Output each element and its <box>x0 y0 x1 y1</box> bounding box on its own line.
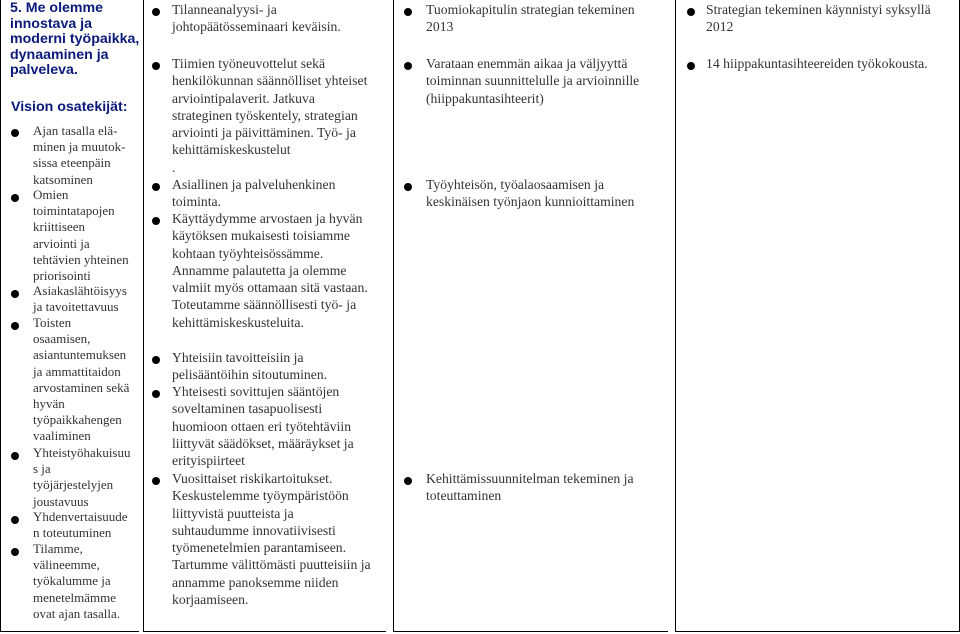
bullet-icon <box>152 217 160 225</box>
vision-item <box>33 123 125 188</box>
text-line: sissa eteenpäin <box>33 155 111 171</box>
text-line: pelisääntöihin sitoutuminen. <box>172 367 328 383</box>
text-line: arviointi ja päivittäminen. Työ- ja <box>172 125 356 141</box>
text-line: kehittämiskeskustelut <box>172 142 291 158</box>
text-line: Työyhteisön, työalaosaamisen ja <box>426 177 605 192</box>
bullet-icon <box>11 516 19 524</box>
text-line: Varataan enemmän aikaa ja väljyyttä <box>426 56 628 71</box>
bullet-icon <box>687 8 695 16</box>
text-line: työmenetelmien parantamiseen. <box>172 540 347 556</box>
text-line: Keskustelemme työympäristöön <box>172 488 349 504</box>
text-line: strateginen työskentely, strategian <box>172 107 358 123</box>
text-line: Toteutamme säännöllisesti työ- ja <box>172 297 357 313</box>
text-line: keskinäisen työnjaon kunnioittaminen <box>426 194 635 210</box>
text-line: priorisointi <box>33 268 91 284</box>
bullet-icon <box>11 290 19 298</box>
timeline-item <box>426 1 635 36</box>
text-line: vaaliminen <box>33 428 91 444</box>
text-line: joustavuus <box>33 493 89 509</box>
text-line: Asiakaslähtöisyys <box>33 283 127 298</box>
text-line: työpaikkahengen <box>33 412 122 428</box>
text-line: 2012 <box>706 19 734 35</box>
text-line: korjaamiseen. <box>172 592 249 608</box>
bullet-icon <box>11 322 19 330</box>
text-line: dynaaminen ja <box>10 46 109 63</box>
text-line: henkilökunnan säännölliset yhteiset <box>172 73 368 89</box>
text-line: Tilanneanalyysi- ja <box>172 2 277 17</box>
text-line: Kehittämissuunnitelman tekeminen ja <box>426 471 634 486</box>
text-line: 2013 <box>426 19 454 35</box>
text-line: välineemme, <box>33 557 100 573</box>
text-line: Ajan tasalla elä- <box>33 123 118 138</box>
bullet-icon <box>152 390 160 398</box>
text-line: Omien <box>33 187 69 202</box>
text-line: (hiippakuntasihteerit) <box>426 90 544 106</box>
text-line: minen ja muutok- <box>33 139 126 155</box>
text-line: Yhdenvertaisuude <box>33 509 128 524</box>
text-line: asiantuntemuksen <box>33 347 127 363</box>
text-line: valmiit myös ottamaan sitä vastaan. <box>172 280 368 296</box>
text-line: arviointipalaverit. Jatkuva <box>172 90 315 106</box>
timeline-item <box>426 55 639 107</box>
text-line: palveleva. <box>10 62 78 79</box>
bullet-icon <box>152 62 160 70</box>
text-line: Toisten <box>33 315 72 330</box>
status-item <box>706 55 928 72</box>
timeline-item <box>426 470 634 505</box>
action-item <box>172 176 335 211</box>
bullet-icon <box>152 183 160 191</box>
vision-item <box>33 315 129 445</box>
text-line: hyvän <box>33 396 65 412</box>
text-line: työkalumme ja <box>33 573 111 589</box>
text-line: käytöksen mukaisesti toisiamme <box>172 228 350 244</box>
text-line: toteuttaminen <box>426 488 502 504</box>
text-line: 14 hiippakuntasihteereiden työkokousta. <box>706 56 928 71</box>
timeline-item <box>426 176 634 211</box>
text-line: liittyvät säädökset, määräykset ja <box>172 435 354 451</box>
timeline-column <box>393 0 668 632</box>
text-line: arviointi ja <box>33 235 90 251</box>
text-line: Tilamme, <box>33 541 83 556</box>
text-line: soveltaminen tasapuolisesti <box>172 401 323 417</box>
action-item <box>172 383 354 469</box>
vision-column <box>0 0 139 632</box>
bullet-icon <box>404 477 412 485</box>
action-item <box>172 1 341 36</box>
text-line: . <box>172 159 176 175</box>
text-line: Yhteisesti sovittujen sääntöjen <box>172 384 340 399</box>
bullet-icon <box>11 452 19 460</box>
text-line: arvostaminen sekä <box>33 379 130 395</box>
bullet-icon <box>152 477 160 485</box>
text-line: toiminnan suunnittelulle ja arvioinnille <box>426 73 640 89</box>
text-line: moderni työpaikka, <box>10 31 139 48</box>
bullet-icon <box>152 356 160 364</box>
text-line: tehtävien yhteinen <box>33 251 129 267</box>
text-line: Asiallinen ja palveluhenkinen <box>172 177 336 192</box>
vision-item <box>33 187 129 284</box>
actions-column <box>143 0 386 632</box>
text-line: Tuomiokapitulin strategian tekeminen <box>426 2 635 17</box>
action-item <box>172 470 371 608</box>
text-line: katsominen <box>33 171 93 187</box>
action-item <box>172 210 368 331</box>
vision-item <box>33 541 120 622</box>
bullet-icon <box>404 62 412 70</box>
text-line: toimintatapojen <box>33 203 115 219</box>
text-line: toiminta. <box>172 194 222 210</box>
text-line: n toteutuminen <box>33 525 112 541</box>
text-line: liittyvistä puutteista ja <box>172 505 294 521</box>
vision-item <box>33 509 128 541</box>
vision-subtitle: Vision osatekijät: <box>11 99 128 115</box>
text-line: erityispiirteet <box>172 453 245 469</box>
text-line: Yhteistyöhakuisuu <box>33 445 131 460</box>
bullet-icon <box>11 129 19 137</box>
text-line: osaamisen, <box>33 331 91 347</box>
text-line: kehittämiskeskusteluita. <box>172 314 304 330</box>
text-line: Käyttäydymme arvostaen ja hyvän <box>172 211 363 226</box>
text-line: innostava ja <box>10 15 93 32</box>
text-line: kriittiseen <box>33 219 85 235</box>
status-item <box>706 1 931 36</box>
text-line: menetelmämme <box>33 589 117 605</box>
text-line: Annamme palautetta ja olemme <box>172 262 347 278</box>
text-line: annamme panoksemme niiden <box>172 574 339 590</box>
bullet-icon <box>404 183 412 191</box>
bullet-icon <box>687 62 695 70</box>
bullet-icon <box>404 8 412 16</box>
text-line: Tartumme välittömästi puutteisiin ja <box>172 557 371 573</box>
bullet-icon <box>152 8 160 16</box>
text-line: 5. Me olemme <box>10 0 104 16</box>
vision-item <box>33 445 131 510</box>
vision-title <box>10 1 139 79</box>
text-line: Tiimien työneuvottelut sekä <box>172 56 326 71</box>
bullet-icon <box>11 548 19 556</box>
text-line: johtopäätösseminaari keväisin. <box>172 19 341 35</box>
text-line: ja ammattitaidon <box>33 363 121 379</box>
text-line: Vuosittaiset riskikartoitukset. <box>172 471 333 486</box>
text-line: Yhteisiin tavoitteisiin ja <box>172 350 304 365</box>
text-line: s ja <box>33 461 51 477</box>
bullet-icon <box>11 194 19 202</box>
text-line: kohtaan työyhteisössämme. <box>172 245 324 261</box>
text-line: Strategian tekeminen käynnistyi syksyllä <box>706 2 931 17</box>
action-item <box>172 349 327 384</box>
text-line: huomioon ottaen eri työtehtäviin <box>172 418 352 434</box>
vision-item <box>33 283 127 315</box>
text-line: ja tavoitettavuus <box>33 299 119 315</box>
text-line: suhtaudumme innovatiivisesti <box>172 522 336 538</box>
text-line: työjärjestelyjen <box>33 477 114 493</box>
text-line: ovat ajan tasalla. <box>33 605 120 621</box>
action-item <box>172 55 367 176</box>
status-column <box>675 0 960 632</box>
